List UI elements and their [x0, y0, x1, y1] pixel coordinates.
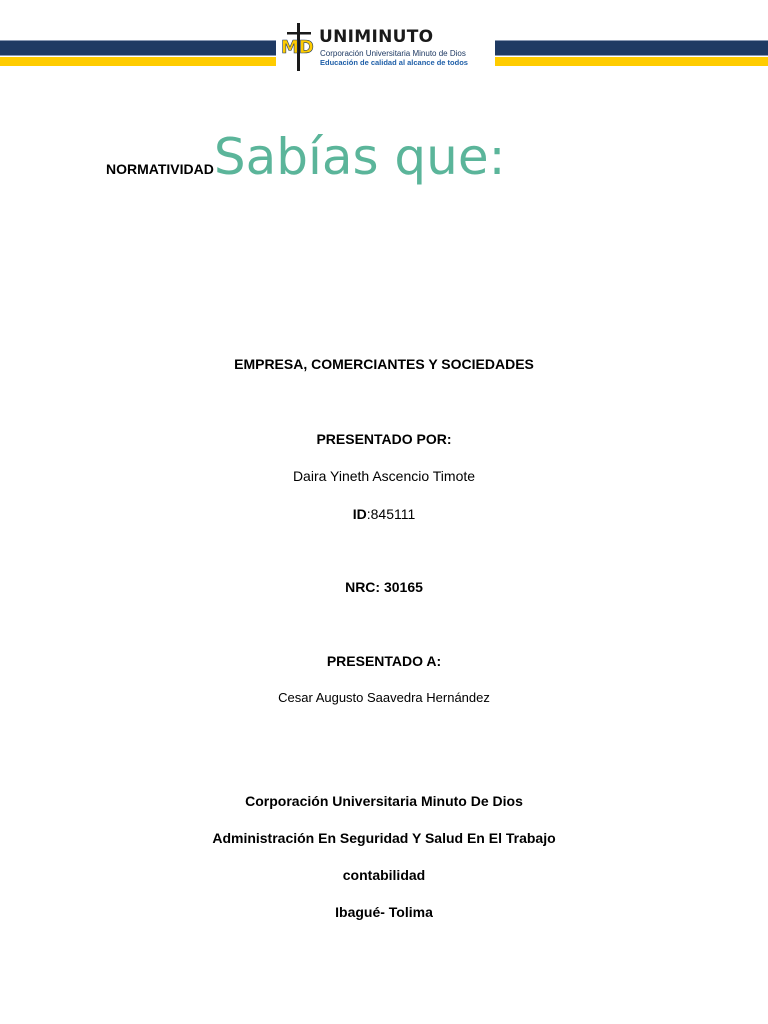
- id-label: ID: [352, 506, 367, 522]
- header-band-yellow-stripe: [0, 57, 276, 66]
- document-subject: EMPRESA, COMERCIANTES Y SOCIEDADES: [234, 356, 534, 372]
- heading-row: [106, 128, 505, 186]
- logo-name: UNIMINUTO: [319, 27, 434, 47]
- page-title: Sabías que:: [213, 128, 506, 186]
- student-id: [0, 505, 768, 523]
- course-name: contabilidad: [342, 867, 426, 883]
- header-band-right: [495, 40, 768, 66]
- section-label: NORMATIVIDAD: [106, 161, 214, 177]
- city-name: Ibagué- Tolima: [335, 904, 433, 920]
- logo-subtitle: Corporación Universitaria Minuto de Dios: [320, 49, 466, 58]
- header-band-navy-stripe: [0, 40, 276, 56]
- logo-tagline: Educación de calidad al alcance de todos: [320, 58, 468, 67]
- id-value: :845111: [366, 506, 416, 522]
- teacher-name: Cesar Augusto Saavedra Hernández: [278, 690, 490, 705]
- nrc-code: NRC: 30165: [345, 579, 423, 595]
- program-name: Administración En Seguridad Y Salud En El Trabajo: [212, 830, 556, 846]
- author-name: Daira Yineth Ascencio Timote: [292, 468, 476, 484]
- svg-text:MD: MD: [281, 37, 314, 58]
- uniminuto-logo: [281, 22, 487, 72]
- presented-by-label: PRESENTADO POR:: [316, 431, 452, 447]
- presented-to-label: PRESENTADO A:: [326, 653, 442, 669]
- header-band-yellow-stripe: [495, 57, 768, 66]
- institution-name: Corporación Universitaria Minuto De Dios: [245, 793, 523, 809]
- header-band-navy-stripe: [495, 40, 768, 56]
- header-band-left: [0, 40, 276, 66]
- md-cross-logo-icon: [281, 22, 317, 72]
